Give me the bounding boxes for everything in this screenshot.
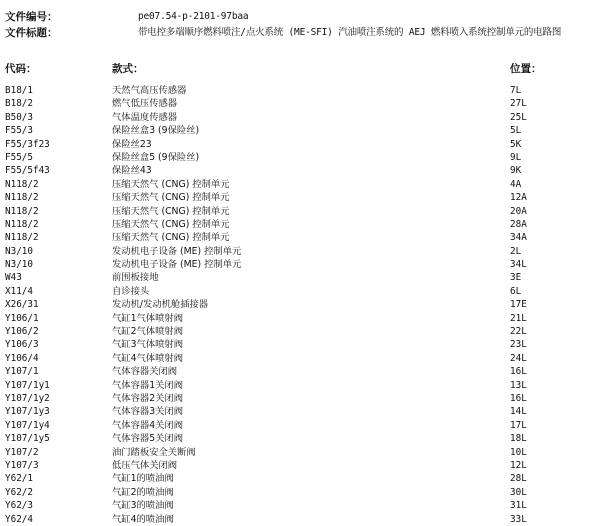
row-position: 28L (510, 473, 527, 485)
row-position: 7L (510, 85, 522, 96)
row-style: 气缸3的喷油阀 (112, 500, 174, 512)
row-style: 发动机电子设备 (ME) 控制单元 (112, 245, 242, 257)
table-row (5, 472, 607, 485)
row-code: X26/31 (5, 299, 39, 311)
row-code: Y107/1y2 (5, 392, 50, 404)
table-row (5, 124, 607, 137)
row-position: 31L (510, 500, 527, 512)
doc-title-label: 文件标题： (5, 27, 58, 39)
row-code: Y62/4 (5, 513, 33, 525)
row-style: 气体温度传感器 (112, 111, 178, 123)
table-row (5, 151, 607, 164)
row-style: 保险丝23 (112, 138, 152, 150)
row-code: Y106/2 (5, 326, 39, 338)
row-position: 3E (510, 272, 522, 284)
row-position: 18L (510, 433, 527, 445)
table-row (5, 459, 607, 472)
row-code: Y107/1y4 (5, 419, 50, 431)
row-position: 33L (510, 513, 527, 525)
table-row (5, 365, 607, 378)
row-position: 5L (510, 125, 522, 137)
row-code: Y106/1 (5, 312, 39, 324)
row-code: Y107/1y5 (5, 433, 50, 445)
row-code: Y106/3 (5, 339, 39, 351)
row-position: 28A (510, 218, 527, 230)
row-code: Y107/1y3 (5, 406, 50, 418)
table-row (5, 84, 607, 97)
row-style: 气体容器1关闭阀 (112, 379, 183, 391)
row-code: B18/1 (5, 85, 33, 96)
row-style: 气体容器2关闭阀 (112, 392, 183, 404)
row-position: 21L (510, 312, 527, 324)
row-code: Y62/3 (5, 500, 33, 512)
row-position: 20A (510, 205, 527, 217)
row-position: 25L (510, 111, 527, 123)
row-position: 2L (510, 245, 522, 257)
table-row (5, 218, 607, 231)
row-code: Y107/1 (5, 366, 39, 378)
row-style: 保险丝43 (112, 165, 152, 177)
row-position: 12L (510, 459, 527, 471)
row-code: Y62/1 (5, 473, 33, 485)
table-row (5, 392, 607, 405)
table-row (5, 205, 607, 218)
row-position: 13L (510, 379, 527, 391)
table-header (5, 62, 607, 76)
row-code: N118/2 (5, 178, 39, 190)
table-row (5, 486, 607, 499)
table-row (5, 111, 607, 124)
row-position: 9K (510, 165, 522, 177)
row-position: 22L (510, 326, 527, 338)
row-code: Y106/4 (5, 352, 39, 364)
row-position: 34L (510, 259, 527, 271)
row-code: Y107/3 (5, 459, 39, 471)
row-position: 5K (510, 138, 522, 150)
row-code: N118/2 (5, 192, 39, 204)
table-row (5, 325, 607, 338)
row-code: F55/5f43 (5, 165, 50, 177)
row-code: Y107/1y1 (5, 379, 50, 391)
table-row (5, 499, 607, 512)
row-code: N3/10 (5, 259, 33, 271)
row-position: 24L (510, 352, 527, 364)
row-style: 气缸1气体喷射阀 (112, 312, 183, 324)
doc-number-label: 文件编号： (5, 11, 58, 23)
row-position: 27L (510, 98, 527, 110)
table-row (5, 379, 607, 392)
row-position: 14L (510, 406, 527, 418)
row-code: F55/3f23 (5, 138, 50, 150)
table-row (5, 405, 607, 418)
table-row (5, 298, 607, 311)
table-row (5, 312, 607, 325)
row-code: N118/2 (5, 232, 39, 244)
doc-number-value: pe07.54-p-2101-97baa (138, 11, 249, 22)
row-code: Y62/2 (5, 486, 33, 498)
row-style: 气缸4气体喷射阀 (112, 352, 183, 364)
row-style: 压缩天然气 (CNG) 控制单元 (112, 178, 230, 190)
row-position: 30L (510, 486, 527, 498)
row-style: 发动机电子设备 (ME) 控制单元 (112, 259, 242, 271)
row-position: 17L (510, 419, 527, 431)
row-code: F55/5 (5, 151, 33, 163)
table-row (5, 432, 607, 445)
table-row (5, 258, 607, 271)
row-code: B18/2 (5, 98, 33, 110)
table-row (5, 178, 607, 191)
row-position: 34A (510, 232, 527, 244)
table-row (5, 513, 607, 526)
row-style: 气体容器3关闭阀 (112, 406, 183, 418)
row-style: 气体容器5关闭阀 (112, 433, 183, 445)
row-style: 气缸2气体喷射阀 (112, 326, 183, 338)
row-style: 保险丝盒3 (9保险丝) (112, 125, 200, 137)
table-row (5, 231, 607, 244)
row-style: 保险丝盒5 (9保险丝) (112, 151, 200, 163)
row-style: 前围板接地 (112, 272, 159, 284)
row-style: 压缩天然气 (CNG) 控制单元 (112, 232, 230, 244)
row-style: 压缩天然气 (CNG) 控制单元 (112, 218, 230, 230)
row-style: 气缸3气体喷射阀 (112, 339, 183, 351)
row-code: N118/2 (5, 205, 39, 217)
row-style: 天然气高压传感器 (112, 85, 187, 96)
table-row (5, 446, 607, 459)
row-position: 23L (510, 339, 527, 351)
row-style: 压缩天然气 (CNG) 控制单元 (112, 205, 230, 217)
component-list (5, 84, 607, 526)
doc-title-value: 带电控多端顺序燃料喷注/点火系统 (ME-SFI) 汽油喷注系统的 AEJ 燃料喷入系统控制单元的电路图 (138, 27, 562, 38)
row-position: 16L (510, 366, 527, 378)
row-position: 16L (510, 392, 527, 404)
table-row (5, 191, 607, 204)
table-row (5, 138, 607, 151)
table-row (5, 271, 607, 284)
table-row (5, 352, 607, 365)
row-style: 发动机/发动机舱插接器 (112, 299, 209, 311)
row-position: 6L (510, 285, 522, 297)
row-code: F55/3 (5, 125, 33, 137)
row-style: 气体容器4关闭阀 (112, 419, 183, 431)
row-style: 压缩天然气 (CNG) 控制单元 (112, 192, 230, 204)
row-style: 气缸4的喷油阀 (112, 513, 174, 525)
row-code: N3/10 (5, 245, 33, 257)
table-row (5, 164, 607, 177)
row-position: 9L (510, 151, 522, 163)
table-row (5, 338, 607, 351)
row-code: Y107/2 (5, 446, 39, 458)
row-style: 低压气体关闭阀 (112, 459, 178, 471)
row-position: 17E (510, 299, 527, 311)
table-row (5, 97, 607, 110)
header-style: 款式： (112, 63, 144, 75)
row-style: 气缸2的喷油阀 (112, 486, 174, 498)
header-code: 代码： (5, 63, 37, 75)
row-code: N118/2 (5, 218, 39, 230)
row-style: 油门踏板安全关断阀 (112, 446, 196, 458)
row-position: 12A (510, 192, 527, 204)
row-code: X11/4 (5, 285, 33, 297)
row-style: 自诊接头 (112, 285, 150, 297)
row-position: 10L (510, 446, 527, 458)
row-code: B50/3 (5, 111, 33, 123)
row-code: W43 (5, 272, 22, 284)
table-row (5, 285, 607, 298)
row-style: 气体容器关闭阀 (112, 366, 178, 378)
row-style: 燃气低压传感器 (112, 98, 178, 110)
table-row (5, 419, 607, 432)
header-position: 位置： (510, 63, 542, 75)
table-row (5, 245, 607, 258)
row-position: 4A (510, 178, 522, 190)
row-style: 气缸1的喷油阀 (112, 473, 174, 485)
